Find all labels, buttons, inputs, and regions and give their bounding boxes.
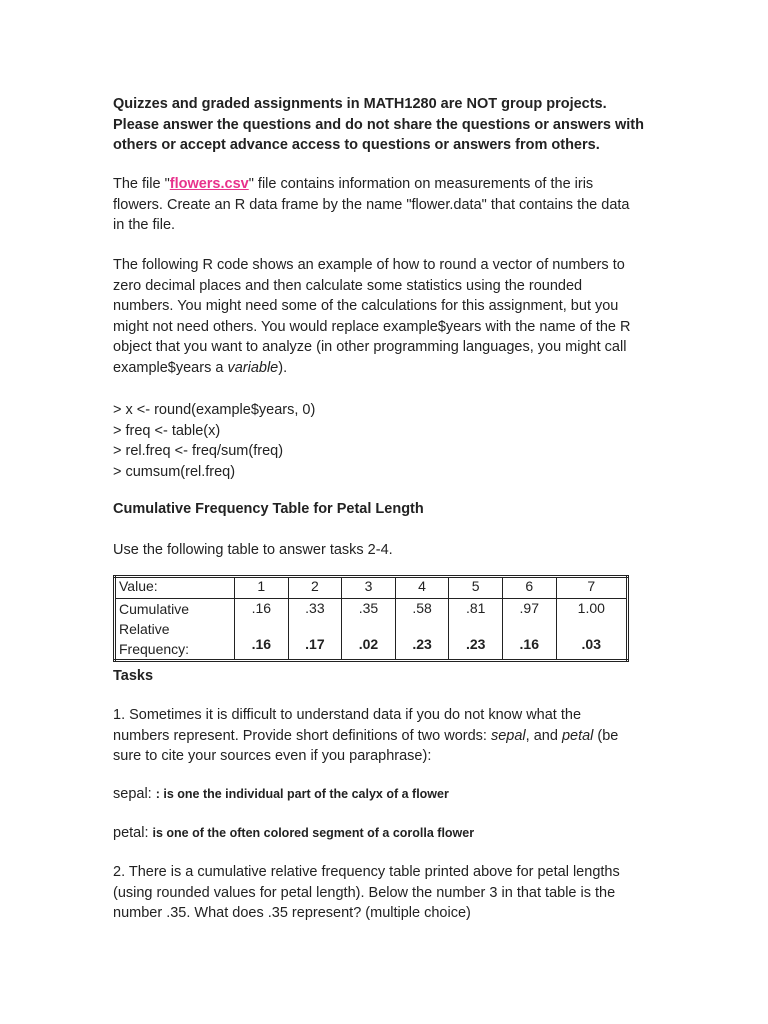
freq-cell [342,599,396,661]
petal-answer [113,823,658,844]
sepal-definition: : is one the individual part of the calyx of a flower [155,787,449,801]
value-cell: 2 [288,577,342,599]
r-code-block [113,400,658,482]
flowers-csv-link[interactable]: flowers.csv [169,176,249,192]
task2-line: 2. There is a cumulative relative frequency table printed above for petal lengths [113,864,620,880]
petal-definition: is one of the often colored segment of a corolla flower [152,826,475,840]
rcode-line: numbers. You might need some of the calculations for this assignment, but you [113,298,619,314]
label-line: Cumulative [119,601,190,617]
cumulative-value: .81 [465,600,486,616]
freq-cell [449,599,503,661]
relative-value: .23 [412,636,432,652]
petal-label: petal: [113,825,149,841]
task1-line: 1. Sometimes it is difficult to understand data if you do not know what the [113,707,582,723]
code-line: > cumsum(rel.freq) [113,463,236,480]
relative-value: .23 [465,636,486,652]
task1-text: , and [525,727,562,744]
value-cell: 1 [235,577,289,599]
task2-line: (using rounded values for petal length). Below the number 3 in that table is the [113,884,616,901]
sepal-label: sepal: [113,786,152,802]
freq-cell [288,599,342,661]
value-cell: 7 [556,577,627,599]
task1-line [113,726,658,747]
cumulative-value: .33 [305,600,325,616]
value-cell: 6 [502,577,556,599]
task-1 [113,705,658,767]
rcode-explanation [113,255,658,378]
label-line: Frequency: [119,641,190,657]
task1-text: numbers represent. Provide short definitions of two words: [113,727,491,744]
sepal-word: sepal [490,727,526,744]
intro-text: " file contains information on measurements of the iris [248,176,594,192]
table-row [115,599,628,661]
notice-line: Quizzes and graded assignments in MATH1280 are NOT group projects. [113,96,607,112]
notice-line: Please answer the questions and do not share the questions or answers with [113,116,644,133]
relative-value: .17 [305,636,325,652]
rcode-text: example$years a [113,359,228,376]
intro-line: in the file. [113,217,176,233]
cumulative-value: .35 [358,600,379,616]
freq-cell [395,599,449,661]
relative-value: .02 [358,636,379,652]
group-project-notice [113,94,658,156]
notice-line: others or accept advance access to questions or answers from others. [113,137,600,153]
value-cell: 5 [449,577,503,599]
sepal-answer [113,784,658,805]
cumulative-frequency-table [113,575,629,662]
cumulative-value: 1.00 [577,600,605,616]
code-line: > rel.freq <- freq/sum(freq) [113,443,284,459]
code-line: > freq <- table(x) [113,422,221,439]
cumulative-value: .16 [251,600,272,616]
rcode-text: ). [278,359,288,376]
table-heading: Cumulative Frequency Table for Petal Length [113,501,424,517]
relative-value: .16 [251,636,272,652]
petal-word: petal [561,727,594,744]
cumulative-value: .97 [519,600,539,616]
label-line: Relative [119,621,170,637]
freq-cell [502,599,556,661]
variable-word: variable [227,359,279,376]
tasks-heading: Tasks [113,668,154,684]
table-row [115,577,628,599]
relative-value: .16 [519,636,539,652]
rcode-line [113,358,658,379]
table-instruction: Use the following table to answer tasks 2-4. [113,542,393,558]
freq-cell [556,599,627,661]
intro-text: The file " [113,176,170,192]
intro-line: flowers. Create an R data frame by the name "flower.data" that contains the data [113,196,630,213]
task2-line: number .35. What does .35 represent? (multiple choice) [113,905,471,921]
rcode-line: The following R code shows an example of how to round a vector of numbers to [113,257,625,273]
rcode-line: might not need others. You would replace example$years with the name of the R [113,318,631,335]
cumulative-label [115,599,235,661]
rcode-line: object that you want to analyze (in other programming languages, you might call [113,339,627,355]
task-2 [113,862,658,924]
freq-cell [235,599,289,661]
task1-line: sure to cite your sources even if you paraphrase): [113,748,432,764]
intro-paragraph [113,174,658,236]
value-cell: 3 [342,577,396,599]
intro-line [113,174,658,195]
relative-value: .03 [581,636,602,652]
task1-text: (be [593,727,619,744]
rcode-line: zero decimal places and then calculate some statistics using the rounded [113,277,583,294]
value-cell: 4 [395,577,449,599]
value-label: Value: [115,577,235,599]
cumulative-value: .58 [412,600,432,616]
code-line: > x <- round(example$years, 0) [113,402,316,418]
